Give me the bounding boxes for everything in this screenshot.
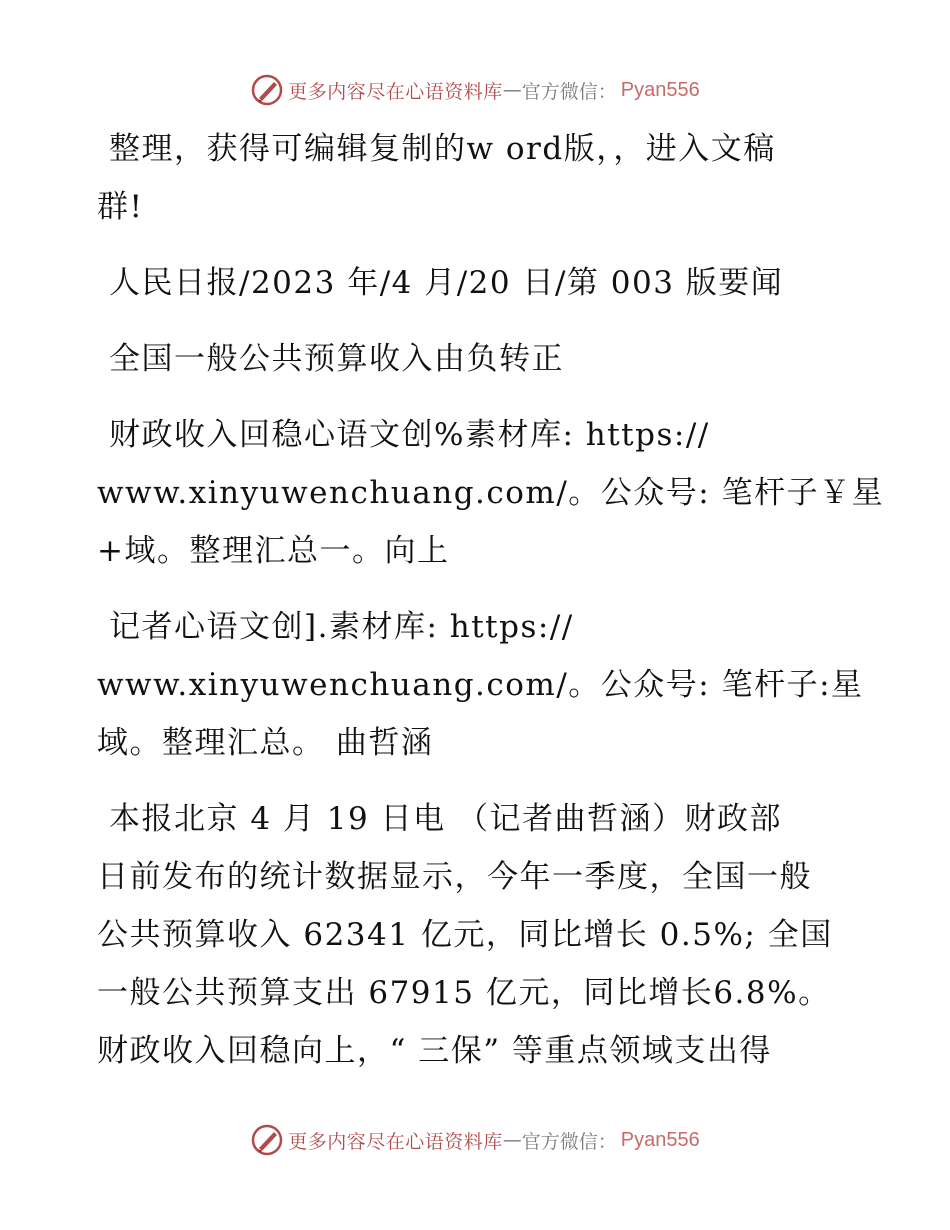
footer-wechat-id: Pyan556 <box>620 1128 700 1151</box>
text-line: 整理，获得可编辑复制的w ord版，，进入文稿 <box>109 131 776 167</box>
footer-brand-text: 更多内容尽在心语资料库 <box>288 1130 503 1153</box>
header-wechat-label: 官方微信： <box>521 80 617 103</box>
text-line: 本报北京 4 月 19 日电 （记者曲哲涵）财政部 <box>109 801 782 837</box>
text-line: +域。整理汇总一。向上 <box>97 533 450 569</box>
text-line: 域。整理汇总。 曲哲涵 <box>97 725 434 761</box>
paragraph <box>97 790 857 1080</box>
text-line: 一般公共预算支出 67915 亿元，同比增长6.8%。 <box>97 975 831 1011</box>
header-wechat-id: Pyan556 <box>620 78 700 101</box>
paragraph <box>97 598 864 772</box>
footer-watermark <box>0 1120 950 1160</box>
text-line: 全国一般公共预算收入由负转正 <box>109 341 564 377</box>
header-dash: — <box>502 79 522 101</box>
text-line: www.xinyuwenchuang.com/。公众号: 笔杆子:星 <box>97 667 864 703</box>
header-watermark <box>0 70 950 110</box>
text-line: 群! <box>97 189 144 225</box>
text-line: 日前发布的统计数据显示，今年一季度，全国一般 <box>97 859 812 895</box>
footer-dash: — <box>502 1129 522 1151</box>
pen-logo-icon <box>250 1123 284 1157</box>
footer-wechat-label: 官方微信： <box>521 1130 617 1153</box>
paragraph <box>97 330 857 388</box>
document-body <box>97 120 885 1080</box>
text-line: 记者心语文创].素材库: https:// <box>109 609 574 645</box>
text-line: 人民日报/2023 年/4 月/20 日/第 003 版要闻 <box>109 265 784 301</box>
pen-logo-icon <box>250 73 284 107</box>
text-line: 财政收入回稳心语文创%素材库: https:// <box>109 417 710 453</box>
paragraph <box>97 120 857 236</box>
paragraph <box>97 254 857 312</box>
header-brand-text: 更多内容尽在心语资料库 <box>288 80 503 103</box>
text-line: www.xinyuwenchuang.com/。公众号: 笔杆子￥星 <box>97 475 885 511</box>
paragraph <box>97 406 885 580</box>
text-line: 公共预算收入 62341 亿元，同比增长 0.5%; 全国 <box>97 917 833 953</box>
text-line: 财政收入回稳向上，“ 三保” 等重点领域支出得 <box>97 1033 772 1069</box>
